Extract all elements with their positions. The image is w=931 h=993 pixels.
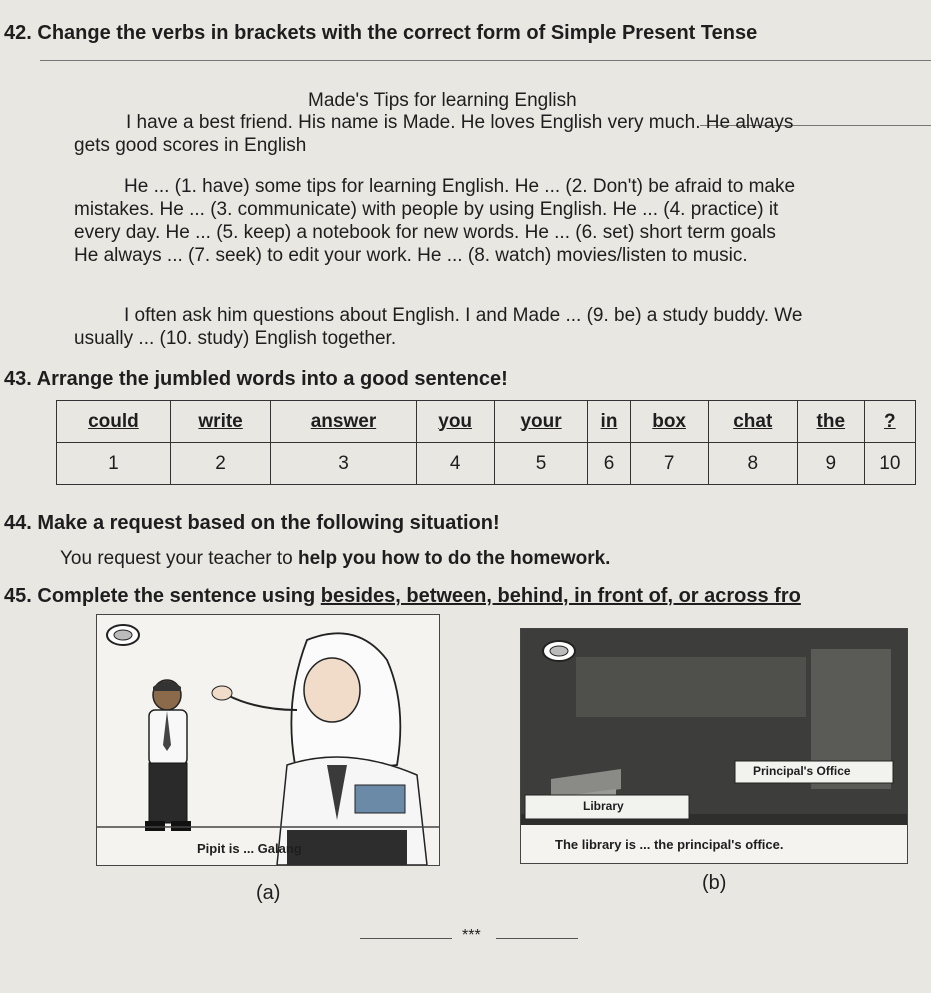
q42-p3-line2: usually ... (10. study) English together. (74, 328, 397, 349)
number-cell: 2 (170, 443, 270, 485)
q42-p1-line1: I have a best friend. His name is Made. He loves English very much. He always (126, 112, 794, 133)
word-cell: you (416, 401, 494, 443)
q45-instruction: Complete the sentence using (37, 585, 321, 607)
q42-p3-line1: I often ask him questions about English. I and Made ... (9. be) a study buddy. We (124, 305, 803, 326)
q43-number: 43. (4, 368, 32, 390)
footer-rule-right (496, 938, 578, 939)
caption-a: Pipit is ... Galang (197, 841, 302, 856)
footer-rule-left (360, 938, 452, 939)
number-cell: 7 (630, 443, 708, 485)
number-cell: 8 (708, 443, 797, 485)
word-cell: could (57, 401, 171, 443)
number-cell: 1 (57, 443, 171, 485)
word-cell: the (797, 401, 864, 443)
q42-instruction: Change the verbs in brackets with the correct form of Simple Present Tense (37, 22, 758, 44)
jumbled-words-row (57, 401, 916, 443)
sticker-icon (543, 641, 575, 661)
number-cell: 9 (797, 443, 864, 485)
sticker-icon (107, 625, 139, 645)
q45-number: 45. (4, 585, 32, 607)
caption-b: The library is ... the principal's office. (555, 837, 784, 852)
footer-stars: *** (462, 927, 481, 944)
number-cell: 10 (864, 443, 915, 485)
q44-heading (4, 512, 500, 534)
q45-heading (4, 585, 801, 607)
word-cell: box (630, 401, 708, 443)
picture-panel-b (520, 628, 908, 864)
q44-situation-bold: help you how to do the homework. (298, 548, 611, 569)
q42-p2-line2: mistakes. He ... (3. communicate) with people by using English. He ... (4. practice) it (74, 199, 779, 220)
word-cell: your (494, 401, 588, 443)
q42-number: 42. (4, 22, 32, 44)
word-numbers-row (57, 443, 916, 485)
q43-heading (4, 368, 508, 390)
q44-situation (60, 548, 610, 570)
label-b: (b) (702, 872, 727, 894)
label-a: (a) (256, 882, 281, 904)
q42-divider (40, 60, 931, 61)
number-cell: 5 (494, 443, 588, 485)
q42-p2-line1: He ... (1. have) some tips for learning English. He ... (2. Don't) be afraid to make (124, 176, 796, 197)
q42-p2-line3: every day. He ... (5. keep) a notebook for new words. He ... (6. set) short term goals (74, 222, 776, 243)
q42-p2-line4: He always ... (7. seek) to edit your work. He ... (8. watch) movies/listen to music. (74, 245, 748, 266)
q45-preposition-list: besides, between, behind, in front of, or across fro (320, 585, 801, 607)
boy-figure (145, 680, 191, 831)
q44-number: 44. (4, 512, 32, 534)
q42-heading (4, 22, 757, 44)
illustration-boy-girl (97, 615, 439, 865)
q42-title: Made's Tips for learning English (308, 90, 577, 111)
word-cell: ? (864, 401, 915, 443)
word-cell: in (588, 401, 630, 443)
number-cell: 3 (271, 443, 416, 485)
sign-principal-office: Principal's Office (753, 764, 851, 778)
q43-instruction: Arrange the jumbled words into a good sentence! (36, 368, 508, 390)
q42-p1-line2: gets good scores in English (74, 135, 307, 156)
q44-instruction: Make a request based on the following situation! (37, 512, 500, 534)
picture-panel-a (96, 614, 440, 866)
sign-library: Library (583, 799, 624, 813)
number-cell: 4 (416, 443, 494, 485)
jumbled-words-table (56, 400, 916, 485)
girl-figure (212, 633, 427, 865)
number-cell: 6 (588, 443, 630, 485)
illustration-building (521, 629, 907, 863)
word-cell: chat (708, 401, 797, 443)
word-cell: answer (271, 401, 416, 443)
q44-situation-text: You request your teacher to (60, 548, 299, 569)
word-cell: write (170, 401, 270, 443)
